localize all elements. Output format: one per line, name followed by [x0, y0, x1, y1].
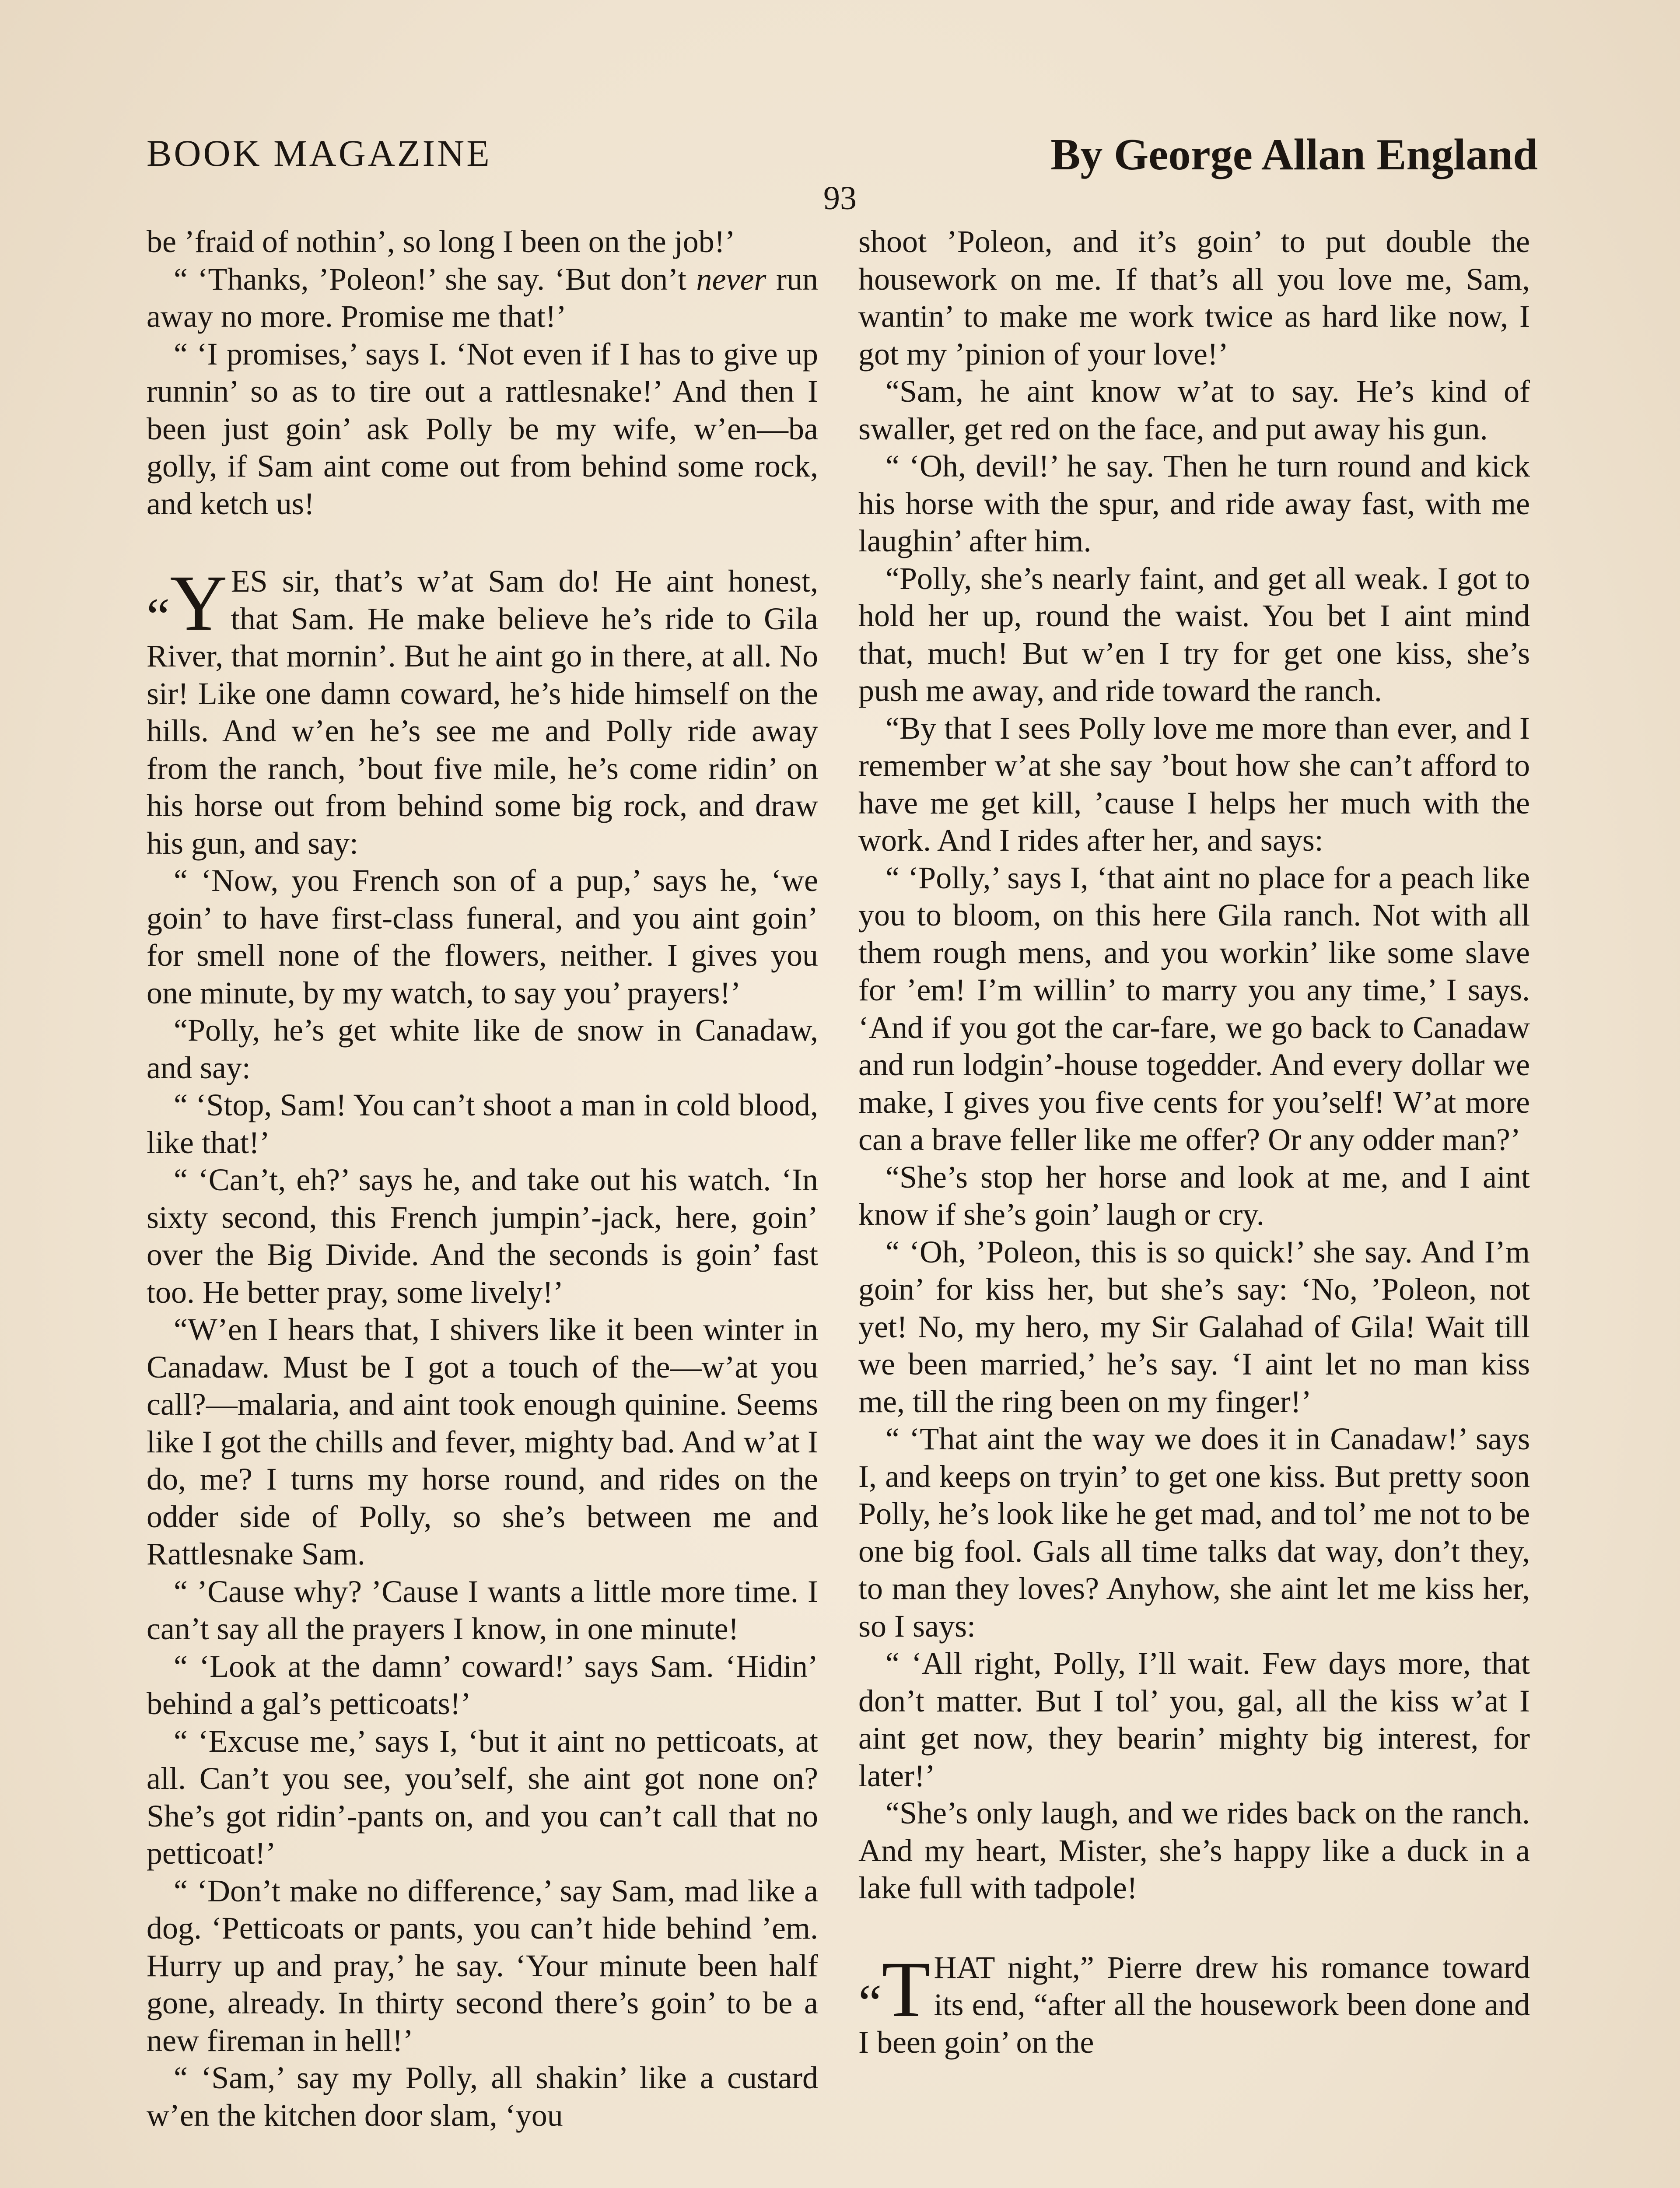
drop-cap-quote: “ [147, 587, 170, 645]
paragraph: “She’s only laugh, and we rides back on the ranch. And my heart, Mister, she’s happy like a duck in a lake full with tadpole! [858, 1795, 1530, 1905]
page-number: 93 [823, 180, 857, 217]
paragraph: “Sam, he aint know w’at to say. He’s kind of swaller, get red on the face, and put away his gun. [858, 374, 1530, 446]
magazine-title: BOOK MAGAZINE [147, 132, 492, 174]
paragraph: “Polly, he’s get white like de snow in Canadaw, and say: [147, 1013, 818, 1085]
paragraph: “ ‘Oh, devil!’ he say. Then he turn round and kick his horse with the spur, and ride away fast, with me laughin’ after him. [858, 449, 1530, 558]
paragraph-text: “ ‘Thanks, ’Poleon!’ she say. ‘But don’t [174, 261, 696, 297]
paragraph: “ ‘Oh, ’Poleon, this is so quick!’ she say. And I’m goin’ for kiss her, but she’s say: ‘No, ’Poleon, not yet! No, my hero, my Sir Galahad of Gila! Wait till we been married,’ he’s say. ‘I aint let no man kiss me, till the ring been on my finger!’ [858, 1234, 1530, 1419]
paragraph: “ ‘Now, you French son of a pup,’ says he, ‘we goin’ to have first-class funeral, and you aint goin’ for smell none of the flowers, neither. I gives you one minute, by my watch, to say you’ prayers!’ [147, 863, 818, 1010]
paragraph: be ’fraid of nothin’, so long I been on the job!’ [147, 224, 735, 259]
dropcap-paragraph [147, 559, 818, 862]
paragraph: shoot ’Poleon, and it’s goin’ to put double the housework on me. If that’s all you love me, Sam, wantin’ to make me work twice as hard like now, I got my ’pinion of your love!’ [858, 224, 1530, 372]
drop-cap-letter: Y [170, 559, 228, 647]
paragraph: “ ‘Look at the damn’ coward!’ says Sam. ‘Hidin’ behind a gal’s petticoats!’ [147, 1648, 818, 1721]
dropcap-paragraph [858, 1945, 1530, 2062]
drop-cap-quote: “ [858, 1973, 882, 2032]
emphasis-text: never [696, 261, 766, 297]
paragraph: “ ’Cause why? ’Cause I wants a little more time. I can’t say all the prayers I know, in one minute! [147, 1574, 818, 1646]
drop-cap-letter: T [882, 1945, 931, 2034]
paragraph: “ ‘That aint the way we does it in Canadaw!’ says I, and keeps on tryin’ to get one kiss. But pretty soon Polly, he’s look like he get mad, and tol’ me not to be one big fool. Gals all time talks dat way, don’t they, to man they loves? Anyhow, she aint let me kiss her, so I says: [858, 1421, 1530, 1644]
paragraph: “ ‘Sam,’ say my Polly, all shakin’ like a custard w’en the kitchen door slam, ‘you [147, 2060, 818, 2133]
paragraph-text: ES sir, that’s w’at Sam do! He aint honest, that Sam. He make believe he’s ride to Gila River, that mornin’. But he aint go in there, at all. No sir! Like one damn coward, he’s hide himself on the hills. And w’en he’s see me and Polly ride away from the ranch, ’bout five mile, he’s come ridin’ on his horse out from behind some big rock, and draw his gun, and say: [147, 564, 818, 861]
paragraph: “ ‘All right, Polly, I’ll wait. Few days more, that don’t matter. But I tol’ you, gal, all the kiss w’at I aint get now, they bearin’ mighty big interest, for later!’ [858, 1646, 1530, 1793]
paragraph: “ ‘Excuse me,’ says I, ‘but it aint no petticoats, at all. Can’t you see, you’self, she aint got none on? She’s got ridin’-pants on, and you can’t call that no petticoat!’ [147, 1723, 818, 1871]
paragraph: “Polly, she’s nearly faint, and get all weak. I got to hold her up, round the waist. You bet I aint mind that, much! But w’en I try for get one kiss, she’s push me away, and ride toward the ranch. [858, 561, 1530, 708]
paragraph-text: run away no more. Promise me that!’ [147, 261, 818, 334]
drop-cap [147, 559, 228, 647]
author-byline: By George Allan England [1050, 130, 1538, 179]
paragraph: “ ‘I promises,’ says I. ‘Not even if I has to give up runnin’ so as to tire out a rattlesnake!’ And then I been just goin’ ask Polly be my wife, w’en—ba golly, if Sam aint come out from behind some rock, and ketch us! [147, 336, 818, 521]
paragraph: “W’en I hears that, I shivers like it been winter in Canadaw. Must be I got a touch of the—w’at you call?—malaria, and aint took enough quinine. Seems like I got the chills and fever, mighty bad. And w’at I do, me? I turns my horse round, and rides on the odder side of Polly, so she’s between me and Rattlesnake Sam. [147, 1312, 818, 1571]
paragraph: “ ‘Don’t make no difference,’ say Sam, mad like a dog. ‘Petticoats or pants, you can’t hide behind ’em. Hurry up and pray,’ he say. ‘Your minute been half gone, already. In thirty second there’s goin’ to be a new fireman in hell!’ [147, 1873, 818, 2058]
paragraph: “By that I sees Polly love me more than ever, and I remember w’at she say ’bout how she can’t afford to have me get kill, ’cause I helps her much with the work. And I rides after her, and says: [858, 710, 1530, 858]
right-column [858, 223, 1530, 2061]
drop-cap [858, 1945, 931, 2034]
paragraph: “She’s stop her horse and look at me, and I aint know if she’s goin’ laugh or cry. [858, 1159, 1530, 1232]
paragraph [147, 261, 818, 336]
paragraph-text: HAT night,” Pierre drew his romance toward its end, “after all the housework been done and I been goin’ on the [858, 1950, 1530, 2060]
left-column [147, 223, 818, 2134]
paragraph: “ ‘Polly,’ says I, ‘that aint no place for a peach like you to bloom, on this here Gila ranch. Not with all them rough mens, and you workin’ like some slave for ’em! I’m willin’ to marry you any time,’ I says. ‘And if you got the car-fare, we go back to Canadaw and run lodgin’-house togedder. And every dollar we make, I gives you five cents for you’self! W’at more can a brave feller like me offer? Or any odder man?’ [858, 860, 1530, 1157]
paragraph: “ ‘Can’t, eh?’ says he, and take out his watch. ‘In sixty second, this French jumpin’-jack, here, goin’ over the Big Divide. And the seconds is goin’ fast too. He better pray, some lively!’ [147, 1162, 818, 1310]
paragraph: “ ‘Stop, Sam! You can’t shoot a man in cold blood, like that!’ [147, 1087, 818, 1160]
